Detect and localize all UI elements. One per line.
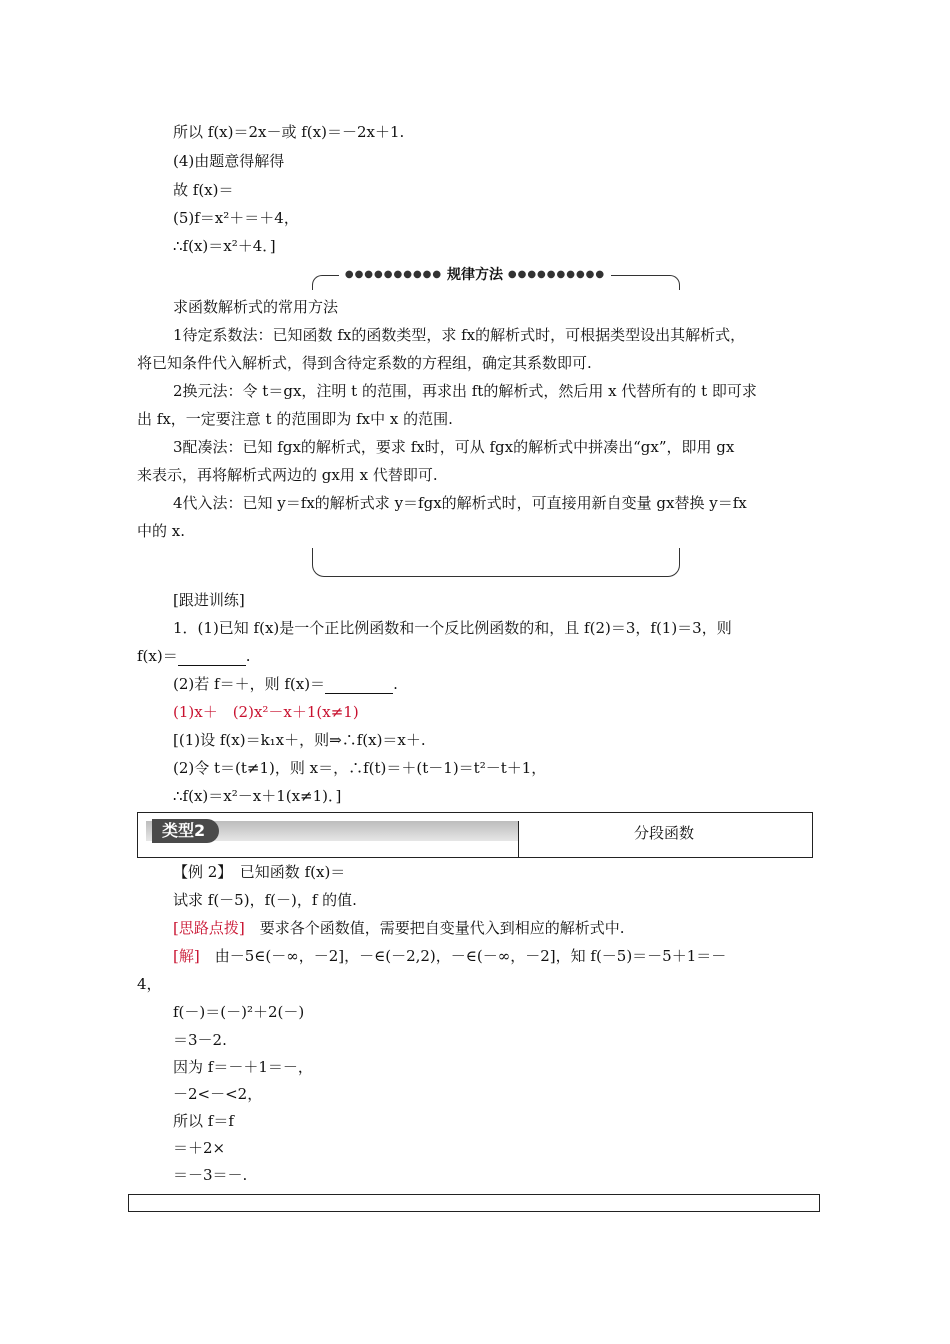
solution-line: ＝－3＝－.: [173, 1166, 248, 1184]
method-item-line: 来表示，再将解析式两边的 gx用 x 代替即可.: [137, 466, 438, 484]
solution-line: 因为 f＝－＋1＝－，: [173, 1058, 313, 1076]
method-title-text: 规律方法: [447, 267, 503, 283]
method-item-line: 出 fx，一定要注意 t 的范围即为 fx中 x 的范围.: [137, 410, 453, 428]
section-label: 类型2: [152, 819, 219, 843]
answer-blank: [325, 679, 393, 694]
period: .: [245, 647, 251, 665]
method-item-line: 2换元法：令 t＝gx，注明 t 的范围，再求出 ft的解析式，然后用 x 代替所有的 t 即可求: [173, 382, 757, 400]
example-line: 【例 2】 已知函数 f(x)＝: [173, 863, 346, 881]
solution-line: 所以 f＝f: [173, 1112, 234, 1130]
text-line: (4)由题意得解得: [173, 152, 285, 170]
dots-decoration: ●●●●●●●●●●: [507, 269, 606, 280]
practice-header: [跟进训练]: [173, 591, 245, 609]
method-item-line: 3配凑法：已知 fgx的解析式，要求 fx时，可从 fgx的解析式中拼凑出“gx”，即用 gx: [173, 438, 735, 456]
solution-line: f(－)＝(－)²＋2(－): [173, 1003, 305, 1021]
solution-text: 由－5∈(－∞，－2]，－∈(－2,2)，－∈(－∞，－2]，知 f(－5)＝－5＋1＝－: [199, 947, 727, 965]
method-item-line: 将已知条件代入解析式，得到含待定系数的方程组，确定其系数即可.: [137, 354, 592, 372]
solution-line: (2)令 t＝(t≠1)，则 x＝，∴f(t)＝＋(t－1)＝t²－t＋1，: [173, 759, 547, 777]
method-item-line: 中的 x.: [137, 522, 185, 540]
solution-line: ＝3－2.: [173, 1031, 227, 1049]
practice-question: 1．(1)已知 f(x)是一个正比例函数和一个反比例函数的和，且 f(2)＝3，f(1)＝3，则: [173, 619, 732, 637]
method-item-line: 4代入法：已知 y＝fx的解析式求 y＝fgx的解析式时，可直接用新自变量 gx替换 y＝fx: [173, 494, 747, 512]
practice-question-text: (2)若 f＝＋，则 f(x)＝: [173, 675, 326, 693]
method-box-bottom-border: [312, 548, 680, 577]
section-title: 分段函数: [634, 824, 695, 842]
period: .: [393, 675, 398, 693]
empty-box: [128, 1194, 820, 1212]
method-box-title: [0, 265, 950, 285]
hint-line: [173, 918, 625, 938]
hint-label: [思路点拨]: [173, 919, 245, 937]
solution-line: －2<－<2，: [173, 1085, 263, 1103]
solution-line: ＝＋2×: [173, 1139, 226, 1157]
solution-label: [解]: [173, 947, 200, 965]
dots-decoration: ●●●●●●●●●●: [344, 269, 443, 280]
practice-question: [137, 646, 251, 666]
solution-line: [173, 946, 726, 966]
solution-line: [(1)设 f(x)＝k₁x＋，则⇒∴f(x)＝x＋.: [173, 731, 426, 749]
text-line: 所以 f(x)＝2x－或 f(x)＝－2x＋1.: [173, 123, 405, 141]
solution-line: 4，: [137, 975, 162, 993]
answer-blank: [178, 651, 246, 666]
text-line: ∴f(x)＝x²＋4．]: [173, 237, 276, 255]
example-line: 试求 f(－5)，f(－)，f 的值.: [173, 891, 357, 909]
practice-question-text: f(x)＝: [137, 647, 178, 665]
hint-text: 要求各个函数值，需要把自变量代入到相应的解析式中.: [244, 919, 625, 937]
practice-question: [173, 674, 398, 694]
text-line: (5)f＝x²＋＝＋4，: [173, 209, 299, 227]
practice-answer: (1)x＋ (2)x²－x＋1(x≠1): [173, 703, 359, 721]
text-line: 故 f(x)＝: [173, 181, 234, 199]
banner-divider: [518, 821, 519, 857]
method-item-line: 1待定系数法：已知函数 fx的函数类型，求 fx的解析式时，可根据类型设出其解析式，: [173, 326, 746, 344]
section-banner: [137, 812, 813, 858]
method-heading: 求函数解析式的常用方法: [173, 298, 339, 316]
solution-line: ∴f(x)＝x²－x＋1(x≠1)．]: [173, 787, 342, 805]
